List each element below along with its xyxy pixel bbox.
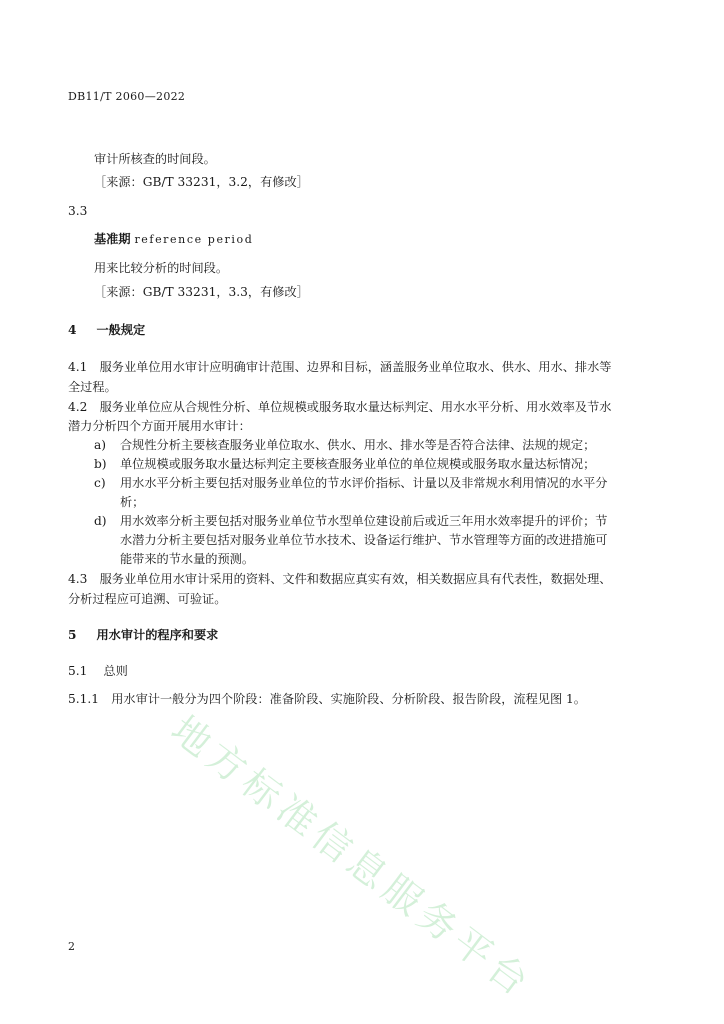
section-number: 4 xyxy=(68,323,77,337)
term-en: reference period xyxy=(134,233,254,246)
subsection-title: 总则 xyxy=(103,664,128,678)
list-marker: c) xyxy=(94,476,106,490)
list-item-text: 用水效率分析主要包括对服务业单位节水型单位建设前后或近三年用水效率提升的评价；节 xyxy=(120,514,608,528)
list-marker: d) xyxy=(94,514,107,528)
document-id-header: DB11/T 2060—2022 xyxy=(68,90,186,103)
definition-text: 审计所核查的时间段。 xyxy=(94,152,216,166)
source-note: ［来源：GB/T 33231，3.2，有修改］ xyxy=(94,175,309,189)
paragraph-line: 4.3 服务业单位用水审计采用的资料、文件和数据应真实有效，相关数据应具有代表性，数据处理、 xyxy=(68,572,612,586)
list-item-text: 用水水平分析主要包括对服务业单位的节水评价指标、计量以及非常规水利用情况的水平分 xyxy=(120,476,608,490)
paragraph-line: 全过程。 xyxy=(68,380,117,394)
paragraph-line: 5.1.1 用水审计一般分为四个阶段：准备阶段、实施阶段、分析阶段、报告阶段，流程见图 1。 xyxy=(68,692,586,706)
list-item-text: 能带来的节水量的预测。 xyxy=(120,552,255,566)
term-zh: 基准期 xyxy=(94,232,131,246)
source-note: ［来源：GB/T 33231，3.3，有修改］ xyxy=(94,285,309,299)
list-item-text: 合规性分析主要核查服务业单位取水、供水、用水、排水等是否符合法律、法规的规定； xyxy=(120,438,596,452)
list-item-text: 水潜力分析主要包括对服务业单位节水技术、设备运行维护、节水管理等方面的改进措施可 xyxy=(120,533,608,547)
section-title: 一般规定 xyxy=(96,323,146,337)
section-heading xyxy=(68,626,218,645)
list-item-text: 析； xyxy=(120,495,145,509)
paragraph-line: 潜力分析四个方面开展用水审计： xyxy=(68,419,251,433)
paragraph-line: 4.1 服务业单位用水审计应明确审计范围、边界和目标，涵盖服务业单位取水、供水、用水、排水等 xyxy=(68,360,612,374)
paragraph-line: 分析过程应可追溯、可验证。 xyxy=(68,592,227,606)
term-heading xyxy=(94,230,253,249)
definition-text: 用来比较分析的时间段。 xyxy=(94,261,229,275)
list-marker: a) xyxy=(94,438,107,452)
section-number: 5 xyxy=(68,628,77,642)
subsection-heading xyxy=(68,662,128,681)
subsection-number: 5.1 xyxy=(68,664,88,678)
watermark: 地方标准信息服务平台 xyxy=(163,707,541,1008)
list-marker: b) xyxy=(94,457,107,471)
section-title: 用水审计的程序和要求 xyxy=(96,628,219,642)
list-item-text: 单位规模或服务取水量达标判定主要核查服务业单位的单位规模或服务取水量达标情况； xyxy=(120,457,596,471)
page-number: 2 xyxy=(68,940,75,953)
section-heading xyxy=(68,321,145,340)
clause-number: 3.3 xyxy=(68,204,88,218)
paragraph-line: 4.2 服务业单位应从合规性分析、单位规模或服务取水量达标判定、用水水平分析、用水效率及节水 xyxy=(68,400,612,414)
